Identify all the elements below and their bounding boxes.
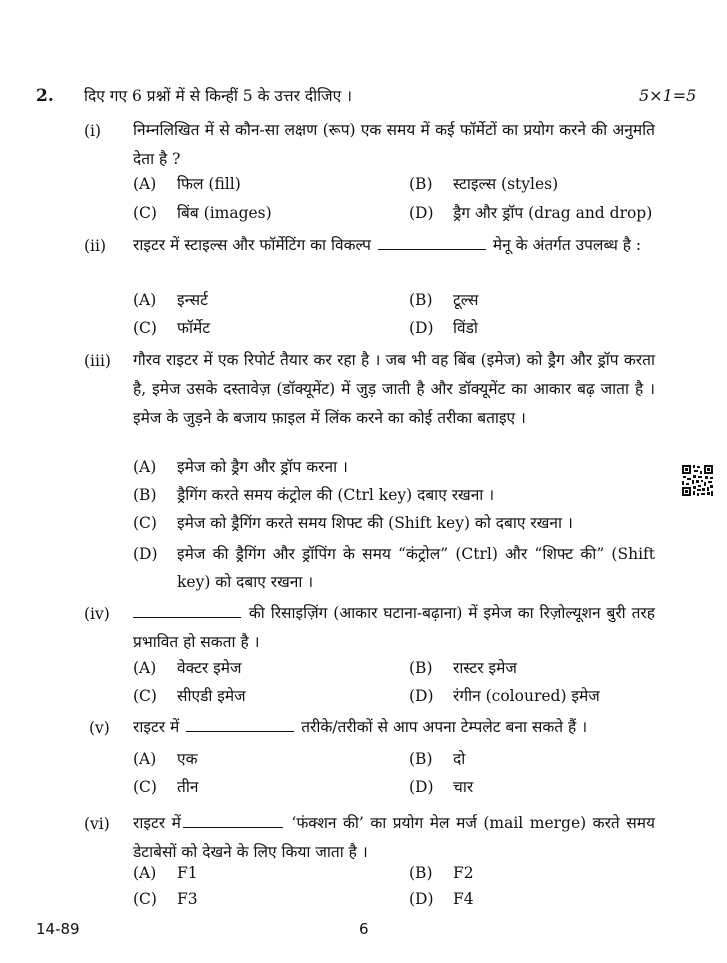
option-label: (A) <box>133 659 157 677</box>
option-vi-c <box>133 890 198 908</box>
option-text: चार <box>453 778 474 796</box>
option-text: तीन <box>177 778 199 796</box>
option-iv-b <box>409 656 517 678</box>
option-text: टूल्स <box>453 291 479 309</box>
option-v-c <box>133 775 198 797</box>
option-ii-b <box>409 288 478 310</box>
stem-text: राइटर में स्टाइल्स और फॉर्मेटिंग का विकल्प <box>133 236 371 254</box>
subq-stem-iv <box>133 599 655 657</box>
option-text: इन्सर्ट <box>177 291 208 309</box>
option-v-d <box>409 775 473 797</box>
option-text: F2 <box>453 864 474 882</box>
option-ii-c <box>133 316 210 338</box>
option-text: फिल (fill) <box>177 175 241 193</box>
option-label: (C) <box>133 204 157 222</box>
option-label: (B) <box>409 750 433 768</box>
option-text: फॉर्मेट <box>177 319 211 337</box>
option-text: F4 <box>453 890 474 908</box>
option-label: (C) <box>133 514 157 532</box>
option-iii-b <box>133 483 494 505</box>
stem-text: राइटर में <box>133 718 180 736</box>
option-ii-a <box>133 288 208 310</box>
option-text: रंगीन (coloured) इमेज <box>453 687 600 705</box>
option-text: विंडो <box>453 319 478 337</box>
option-i-b <box>409 172 558 194</box>
subq-label-i: (i) <box>84 122 102 140</box>
option-iv-a <box>133 656 242 678</box>
option-iii-a <box>133 455 348 477</box>
option-text: रास्टर इमेज <box>453 659 517 677</box>
option-label: (D) <box>409 319 434 337</box>
marks-scheme: 5×1=5 <box>639 86 697 105</box>
subq-label-v: (v) <box>89 719 110 737</box>
subq-stem-i: निम्नलिखित में से कौन-सा लक्षण (रूप) एक समय में कई फॉर्मेटों का प्रयोग करने की अनुमति देता है ? <box>133 121 655 168</box>
option-text: दो <box>453 750 466 768</box>
stem-text: राइटर में <box>133 814 181 832</box>
subq-stem-vi <box>133 809 655 867</box>
option-text: F1 <box>177 864 198 882</box>
option-v-a <box>133 747 197 769</box>
paper-code: 14-89 <box>36 920 80 938</box>
stem-text: की रिसाइज़िंग (आकार घटाना-बढ़ाना) में इमेज का रिज़ोल्यूशन बुरी तरह प्रभावित हो सकता है । <box>133 604 655 651</box>
option-text: इमेज को ड्रैगिंग करते समय शिफ्ट की (Shift key) को दबाए रखना । <box>177 514 573 532</box>
option-label: (A) <box>133 458 157 476</box>
option-i-d <box>409 201 652 223</box>
qr-code-icon <box>681 464 714 497</box>
option-label: (D) <box>409 890 434 908</box>
option-text: ड्रैग और ड्रॉप (drag and drop) <box>453 204 653 222</box>
answer-blank <box>183 813 283 828</box>
option-label: (B) <box>133 486 157 504</box>
option-label: (C) <box>133 778 157 796</box>
answer-blank <box>378 235 486 250</box>
option-label: (A) <box>133 750 157 768</box>
subq-label-vi: (vi) <box>84 815 110 833</box>
option-text: ड्रैगिंग करते समय कंट्रोल की (Ctrl key) दबाए रखना । <box>177 486 495 504</box>
option-label: (B) <box>409 175 433 193</box>
question-instruction: दिए गए 6 प्रश्नों में से किन्हीं 5 के उत्तर दीजिए । <box>84 87 353 105</box>
option-label: (D) <box>409 687 434 705</box>
question-number: 2. <box>36 86 54 106</box>
subq-stem-iii: गौरव राइटर में एक रिपोर्ट तैयार कर रहा है । जब भी वह बिंब (इमेज) को ड्रैग और ड्रॉप करता है, इमेज उसके दस्तावेज़ (डॉक्यूमेंट) में जुड़ जाती है और डॉक्यूमेंट का आकार बढ़ जाता है । इमेज के जुड़ने के बजाय फ़ाइल में लिंक करने का कोई तरीका बताइए । <box>133 351 655 427</box>
subq-label-iv: (iv) <box>84 605 110 623</box>
stem-text: ‘फंक्शन की’ का प्रयोग मेल मर्ज (mail merge) करते समय डेटाबेसों को देखने के लिए किया जाता है । <box>133 814 655 861</box>
subq-label-iii: (iii) <box>84 352 111 370</box>
option-iii-c <box>133 511 573 533</box>
page-number: 6 <box>359 920 369 938</box>
option-text: वेक्टर इमेज <box>177 659 242 677</box>
option-text: इमेज को ड्रैग और ड्रॉप करना । <box>177 458 348 476</box>
subq-stem-ii <box>133 231 655 260</box>
option-ii-d <box>409 316 478 338</box>
option-label: (B) <box>409 864 433 882</box>
option-label: (C) <box>133 687 157 705</box>
option-text: एक <box>177 750 198 768</box>
option-label: (A) <box>133 864 157 882</box>
option-label: (C) <box>133 319 157 337</box>
option-iii-d-label: (D) <box>133 545 158 563</box>
stem-text: तरीके/तरीकों से आप अपना टेम्पलेट बना सकते हैं । <box>301 718 588 736</box>
subq-stem-v <box>133 713 655 742</box>
stem-text: मेनू के अंतर्गत उपलब्ध है : <box>492 236 642 254</box>
option-vi-d <box>409 890 474 908</box>
option-text: F3 <box>177 890 198 908</box>
option-label: (C) <box>133 890 157 908</box>
option-i-a <box>133 172 241 194</box>
option-iii-d-text: इमेज की ड्रैगिंग और ड्रॉपिंग के समय “कंट्रोल” (Ctrl) और “शिफ्ट की” (Shift key) को दबाए रखना । <box>177 545 655 591</box>
option-vi-a <box>133 864 198 882</box>
option-label: (B) <box>409 659 433 677</box>
option-label: (D) <box>409 204 434 222</box>
subq-label-ii: (ii) <box>84 237 107 255</box>
answer-blank <box>133 603 241 618</box>
option-i-c <box>133 201 272 223</box>
option-label: (A) <box>133 291 157 309</box>
option-vi-b <box>409 864 474 882</box>
option-iv-d <box>409 684 600 706</box>
option-iv-c <box>133 684 246 706</box>
answer-blank <box>186 717 294 732</box>
option-v-b <box>409 747 465 769</box>
option-label: (A) <box>133 175 157 193</box>
option-text: स्टाइल्स (styles) <box>453 175 559 193</box>
option-text: बिंब (images) <box>177 204 272 222</box>
option-label: (B) <box>409 291 433 309</box>
option-label: (D) <box>409 778 434 796</box>
option-text: सीएडी इमेज <box>177 687 246 705</box>
